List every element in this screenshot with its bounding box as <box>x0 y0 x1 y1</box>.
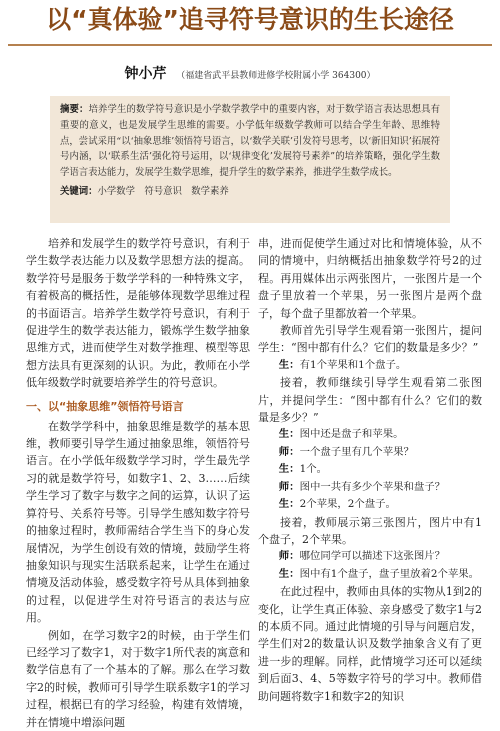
right-paragraph-1: 串，进而促使学生通过对比和情境体验，从不同的情境中，归纳概括出抽象数学符号2的过程。再用媒体出示两张图片，一张图片是一个盘子里放着一个苹果，另一张图片是两个盘子，每个盘子里都放着一个苹果。 <box>258 237 482 320</box>
dialogue-text: 图中一共有多少个苹果和盘子？ <box>299 480 446 493</box>
right-paragraph-5: 在此过程中，教师由具体的实物从1到2的变化，让学生真正体验、亲身感受了数字1与2的本质不同。通过此情境的引导与问题启发，学生们对2的数量认识及数学抽象含义有了更进一步的理解。同样，此情境学习还可以延续到后面3、4、5等数字符号的学习中。教师借助问题将数字1和数字2的知识 <box>258 585 482 703</box>
speaker-label: 师： <box>278 480 300 493</box>
dialogue-text: 2个苹果，2个盘子。 <box>299 498 396 511</box>
right-paragraph-2: 教师首先引导学生观看第一张图片，提问学生：“图中都有什么？它们的数量是多少？” <box>258 324 482 355</box>
dialogue-text: 1个。 <box>299 463 327 476</box>
abstract-label: 摘要： <box>60 104 89 115</box>
dialogue-line <box>258 444 482 461</box>
speaker-label: 师： <box>278 550 300 563</box>
title-divider <box>8 44 492 46</box>
speaker-label: 生： <box>278 358 300 371</box>
right-paragraph-4: 接着，教师展示第三张图片，图片中有1个盘子，2个苹果。 <box>258 515 482 546</box>
speaker-label: 生： <box>278 498 300 511</box>
abstract <box>60 102 440 181</box>
dialogue-text: 图中有1个盘子，盘子里放着2个苹果。 <box>299 567 480 580</box>
dialogue-text: 一个盘子里有几个苹果？ <box>299 445 414 458</box>
dialogue-line <box>258 461 482 478</box>
author-affiliation: （福建省武平县教师进修学校附属小学 364300） <box>176 71 376 81</box>
section-1-paragraph-2: 例如，在学习数字2的时候，由于学生们已经学习了数字1，对于数字1所代表的寓意和数学信息有了一个基本的了解。那么在学习数字2的时候，教师可引导学生联系数字1的学习过程，根据已有的学习经验，构建有效情境，并在情境中增添问题 <box>26 628 250 729</box>
speaker-label: 生： <box>278 463 300 476</box>
dialogue-line <box>258 496 482 513</box>
abstract-text: 培养学生的数学符号意识是小学数学教学中的重要内容，对于数学语言表达思想具有重要的意义，也是发展学生思维的需要。小学低年级数学教师可以结合学生年龄、思维特点，尝试采用“以‘抽象思维’领悟符号语言，以‘数学关联’引发符号思考，以‘新旧知识’拓展符号内涵，以‘联系生活’强化符号运用，以‘规律变化’发展符号素养”的培养策略，强化学生数学语言表达能力，发展学生数学思维，提升学生的数学素养，推进学生数学成长。 <box>60 104 440 179</box>
section-1-paragraph-1: 在数学学科中，抽象思维是数学的基本思维，教师要引导学生通过抽象思维，领悟符号语言。在小学低年级数学学习时，学生最先学习的就是数学符号，如数字1、2、3……后续学生学习了数字与数字之间的运算，认识了运算符号、关系符号等。引导学生感知数字符号的抽象过程时，教师需结合学生当下的身心发展情况，为学生创设有效的情境，鼓励学生将抽象知识与现实生活联系起来，让学生在通过情境及活动体验，感受数字符号从具体到抽象的过程，以促进学生对符号语言的表达与应用。 <box>26 419 250 625</box>
author-name: 钟小芹 <box>124 66 167 82</box>
keywords-label: 关键词： <box>60 185 98 197</box>
dialogue-line <box>258 566 482 583</box>
speaker-label: 生： <box>278 428 300 441</box>
dialogue-text: 有1个苹果和1个盘子。 <box>299 358 407 371</box>
speaker-label: 师： <box>278 445 300 458</box>
intro-paragraph: 培养和发展学生的数学符号意识，有利于学生数学表达能力以及数学思想方法的提高。数学符号是服务于数学学科的一种特殊文字，有着极高的概括性，是能够体现数学思维过程的书面语言。培养学生数学符号意识，有利于促进学生的数学表达能力，锻炼学生数学抽象思维方式，进而使学生对数学推理、模型等思想方法具有更深刻的认识。为此，教师在小学低年级数学时就要培养学生的符号意识。 <box>26 237 250 390</box>
dialogue-text: 哪位同学可以描述下这张图片？ <box>299 550 446 563</box>
dialogue-line <box>258 548 482 565</box>
keywords-text: 小学数学 符号意识 数学素养 <box>97 185 229 197</box>
dialogue-line <box>258 426 482 443</box>
section-heading-1: 一、以“抽象思维”领悟符号语言 <box>26 399 184 413</box>
keywords <box>60 184 440 200</box>
dialogue-line <box>258 479 482 496</box>
abstract-box <box>50 96 450 223</box>
dialogue-text: 图中还是盘子和苹果。 <box>299 428 404 441</box>
article-title: 以“真体验”追寻符号意识的生长途径 <box>46 5 454 34</box>
dialogue-line <box>258 357 482 374</box>
right-column <box>258 235 482 703</box>
author-line <box>0 66 500 84</box>
left-column <box>26 235 250 729</box>
right-paragraph-3: 接着，教师继续引导学生观看第二张图片，并提问学生：“图中都有什么？它们的数量是多少？” <box>258 376 482 425</box>
speaker-label: 生： <box>278 567 300 580</box>
